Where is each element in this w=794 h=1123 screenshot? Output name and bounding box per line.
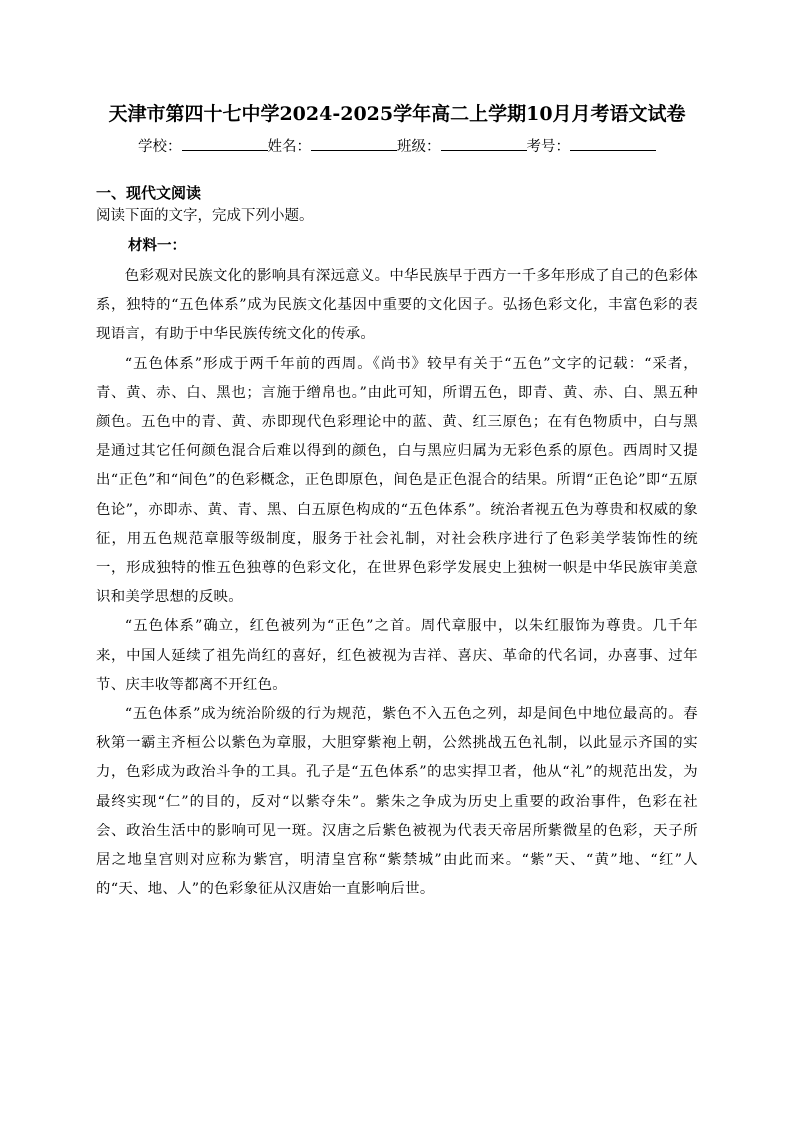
passage-paragraph: 色彩观对民族文化的影响具有深远意义。中华民族早于西方一千多年形成了自己的色彩体系，独特的“五色体系”成为民族文化基因中重要的文化因子。弘扬色彩文化，丰富色彩的表现语言，有助于中华民族传统文化的传承。 [96,268,698,343]
section-instruction: 阅读下面的文字，完成下列小题。 [96,208,314,224]
passage-paragraph: “五色体系”成为统治阶级的行为规范，紫色不入五色之列，却是间色中地位最高的。春秋第一霸主齐桓公以紫色为章服，大胆穿紫袍上朝，公然挑战五色礼制，以此显示齐国的实力，色彩成为政治斗争的工具。孔子是“五色体系”的忠实捍卫者，他从“礼”的规范出发，为最终实现“仁”的目的，反对“以紫夺朱”。紫朱之争成为历史上重要的政治事件，色彩在社会、政治生活中的影响可见一斑。汉唐之后紫色被视为代表天帝居所紫微星的色彩，天子所居之地皇宫则对应称为紫宫，明清皇宫称“紫禁城”由此而来。“紫”天、“黄”地、“红”人的“天、地、人”的色彩象征从汉唐始一直影响后世。 [96,706,698,898]
page-title: 天津市第四十七中学2024-2025学年高二上学期10月月考语文试卷 [108,103,686,125]
section-heading: 一、现代文阅读 [96,184,202,202]
class-blank[interactable] [441,134,527,151]
name-label: 姓名： [267,139,311,155]
student-info-row [0,134,794,159]
number-label: 考号： [526,139,570,155]
number-blank[interactable] [570,134,656,151]
material-label: 材料一： [128,237,186,254]
passage-paragraph: “五色体系”形成于两千年前的西周。《尚书》较早有关于“五色”文字的记载：“采者，青、黄、赤、白、黑也；言施于缯帛也。”由此可知，所谓五色，即青、黄、赤、白、黑五种颜色。五色中的青、黄、赤即现代色彩理论中的蓝、黄、红三原色；在有色物质中，白与黑是通过其它任何颜色混合后难以得到的颜色，白与黑应归属为无彩色系的原色。西周时又提出“正色”和“间色”的色彩概念，正色即原色，间色是正色混合的结果。所谓“正色论”即“五原色论”，亦即赤、黄、青、黑、白五原色构成的“五色体系”。统治者视五色为尊贵和权威的象征，用五色规范章服等级制度，服务于社会礼制，对社会秩序进行了色彩美学装饰性的统一，形成独特的惟五色独尊的色彩文化，在世界色彩学发展史上独树一帜是中华民族审美意识和美学思想的反映。 [96,355,698,606]
passage-paragraph: “五色体系”确立，红色被列为“正色”之首。周代章服中，以朱红服饰为尊贵。几千年来，中国人延续了祖先尚红的喜好，红色被视为吉祥、喜庆、革命的代名词，办喜事、过年节、庆丰收等都离不开红色。 [96,618,698,693]
reading-passage [96,262,698,904]
school-label: 学校： [138,139,182,155]
name-blank[interactable] [311,134,397,151]
school-blank[interactable] [182,134,268,151]
class-label: 班级： [397,139,441,155]
